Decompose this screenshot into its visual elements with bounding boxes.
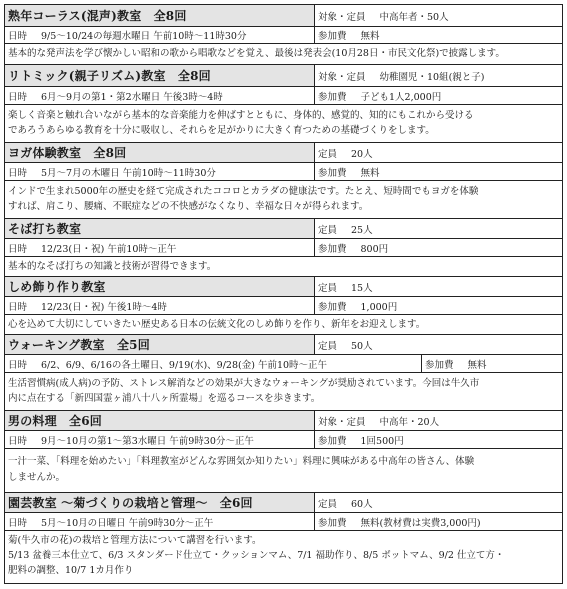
description-line: すれば、肩こり、腰痛、不眠症などの不快感がなくなり、幸福な日々が得られます。 [8, 201, 369, 212]
class-date [5, 513, 314, 530]
class-title: ヨガ体験教室 全8回 [5, 143, 314, 162]
class-header-walking [5, 335, 562, 355]
fee-value: 無料 [360, 31, 380, 42]
class-date [5, 297, 314, 314]
target-label: 定員 [318, 340, 338, 352]
class-date [5, 239, 314, 256]
fee-label: 参加費 [318, 167, 347, 179]
description-line: インドで生まれ5000年の歴史を経て完成されたココロとカラダの健康法です。たとえ、短時間でもヨガを体験 [8, 186, 479, 197]
target-value: 中高年・20人 [379, 416, 440, 428]
description-line: 菊(牛久市の花)の栽培と管理方法について講習を行います。 [8, 535, 262, 546]
class-description-gardening [5, 531, 562, 583]
class-fee [314, 27, 562, 43]
class-info-cooking [5, 431, 562, 449]
date-value: 5月～10月の日曜日 午前9時30分～正午 [41, 517, 214, 529]
class-target [314, 143, 562, 162]
description-line: 心を込めて大切にしていきたい歴史ある日本の伝統文化のしめ飾りを作り、新年をお迎えします。 [8, 319, 426, 330]
date-value: 6月～9月の第1・第2水曜日 午後3時～4時 [41, 91, 223, 103]
target-value: 60人 [351, 498, 373, 510]
class-target [314, 219, 562, 238]
date-label: 日時 [8, 243, 28, 255]
target-value: 中高年者・50人 [379, 11, 449, 23]
target-label: 定員 [318, 148, 338, 160]
class-title: 園芸教室 ～菊づくりの栽培と管理～ 全6回 [5, 493, 314, 512]
class-header-cooking [5, 411, 562, 431]
description-line: 5/13 盆養三本仕立て、6/3 スタンダード仕立て・クッションマム、7/1 福助作り、8/5 ボットマム、9/2 仕立て方・ [8, 550, 505, 561]
description-line: 肥料の調整、10/7 1カ月作り [8, 565, 134, 576]
target-label: 定員 [318, 498, 338, 510]
class-title: ウォーキング教室 全5回 [5, 335, 314, 354]
class-description-chorus [5, 44, 562, 65]
target-label: 対象・定員 [318, 71, 366, 83]
class-info-chorus [5, 27, 562, 44]
class-fee [314, 87, 562, 104]
class-title: そば打ち教室 [5, 219, 314, 238]
date-value: 12/23(日・祝) 午前10時～正午 [41, 243, 177, 255]
class-fee [314, 297, 562, 314]
fee-label: 参加費 [318, 31, 347, 42]
class-info-shimekazari [5, 297, 562, 315]
target-value: 20人 [351, 148, 373, 160]
date-value: 5月～7月の木曜日 午前10時～11時30分 [41, 167, 216, 179]
class-info-soba [5, 239, 562, 257]
target-label: 対象・定員 [318, 416, 366, 428]
description-line: しませんか。 [8, 472, 66, 483]
fee-label: 参加費 [318, 243, 347, 255]
fee-value: 800円 [360, 243, 389, 255]
date-value: 9月～10月の第1～第3水曜日 午前9時30分～正午 [41, 435, 254, 447]
fee-label: 参加費 [318, 91, 347, 103]
fee-label: 参加費 [318, 435, 347, 447]
date-label: 日時 [8, 31, 28, 42]
target-value: 50人 [351, 340, 373, 352]
class-date [5, 87, 314, 104]
date-label: 日時 [8, 359, 28, 371]
class-info-rhythmic [5, 87, 562, 105]
description-line: 基本的な発声法を学び懐かしい昭和の歌から唱歌などを覚え、最後は発表会(10月28日・市民文化祭)で披露します。 [8, 48, 505, 59]
class-info-yoga [5, 163, 562, 181]
fee-value: 子ども1人2,000円 [360, 91, 442, 103]
date-label: 日時 [8, 435, 28, 447]
class-date [5, 431, 314, 448]
class-target [314, 5, 562, 26]
class-description-shimekazari [5, 315, 562, 335]
class-target [314, 277, 562, 296]
class-target [314, 493, 562, 512]
date-label: 日時 [8, 167, 28, 179]
target-value: 25人 [351, 224, 373, 236]
description-line: 一汁一菜、「料理を始めたい」「料理教室がどんな雰囲気か知りたい」料理に興味がある中高年の皆さん、体験 [8, 456, 475, 467]
date-value: 12/23(日・祝) 午後1時～4時 [41, 301, 167, 313]
target-label: 定員 [318, 282, 338, 294]
class-info-walking [5, 355, 562, 373]
class-description-cooking [5, 449, 562, 493]
class-header-rhythmic [5, 65, 562, 87]
class-header-shimekazari [5, 277, 562, 297]
class-target [314, 335, 562, 354]
class-description-yoga [5, 181, 562, 219]
fee-label: 参加費 [318, 517, 347, 529]
description-line: 内に点在する「新四国霊ヶ浦八十八ヶ所霊場」を巡るコースを歩きます。 [8, 393, 321, 404]
target-label: 定員 [318, 224, 338, 236]
class-description-soba [5, 257, 562, 277]
class-fee [314, 163, 562, 180]
class-schedule-table [4, 4, 563, 584]
description-line: 基本的なそば打ちの知識と技術が習得できます。 [8, 261, 217, 272]
date-value: 9/5～10/24の毎週水曜日 午前10時～11時30分 [41, 31, 247, 42]
fee-value: 無料(教材費は実費3,000円) [360, 517, 481, 529]
fee-value: 1回500円 [360, 435, 404, 447]
class-header-yoga [5, 143, 562, 163]
description-line: であろうあらゆる教育を十分に吸収し、それらを足がかりに大きく育つための基礎づくりをします。 [8, 125, 435, 136]
class-header-soba [5, 219, 562, 239]
class-header-chorus [5, 5, 562, 27]
target-value: 幼稚園児・10組(親と子) [379, 71, 485, 83]
class-title: 男の料理 全6回 [5, 411, 314, 430]
class-description-rhythmic [5, 105, 562, 143]
date-label: 日時 [8, 517, 28, 529]
class-title: リトミック(親子リズム)教室 全8回 [5, 65, 314, 86]
description-line: 生活習慣病(成人病)の予防、ストレス解消などの効果が大きなウォーキングが奨励されています。今回は牛久市 [8, 378, 480, 389]
fee-value: 1,000円 [360, 301, 398, 313]
date-label: 日時 [8, 91, 28, 103]
fee-value: 無料 [467, 359, 487, 371]
class-fee [314, 513, 562, 530]
target-value: 15人 [351, 282, 373, 294]
target-label: 対象・定員 [318, 11, 366, 23]
date-label: 日時 [8, 301, 28, 313]
class-date [5, 27, 314, 43]
class-header-gardening [5, 493, 562, 513]
class-date [5, 355, 421, 372]
class-fee [314, 239, 562, 256]
fee-label: 参加費 [318, 301, 347, 313]
fee-label: 参加費 [425, 359, 454, 371]
date-value: 6/2、6/9、6/16の各土曜日、9/19(水)、9/28(金) 午前10時～正午 [41, 359, 328, 371]
class-fee [314, 431, 562, 448]
description-line: 楽しく音楽と触れ合いながら基本的な音楽能力を伸ばすとともに、身体的、感覚的、知的にもこれから受ける [8, 110, 474, 121]
class-title: 熟年コーラス(混声)教室 全8回 [5, 5, 314, 26]
class-fee [421, 355, 562, 372]
class-target [314, 411, 562, 430]
class-date [5, 163, 314, 180]
class-target [314, 65, 562, 86]
class-description-walking [5, 373, 562, 411]
class-title: しめ飾り作り教室 [5, 277, 314, 296]
fee-value: 無料 [360, 167, 380, 179]
class-info-gardening [5, 513, 562, 531]
